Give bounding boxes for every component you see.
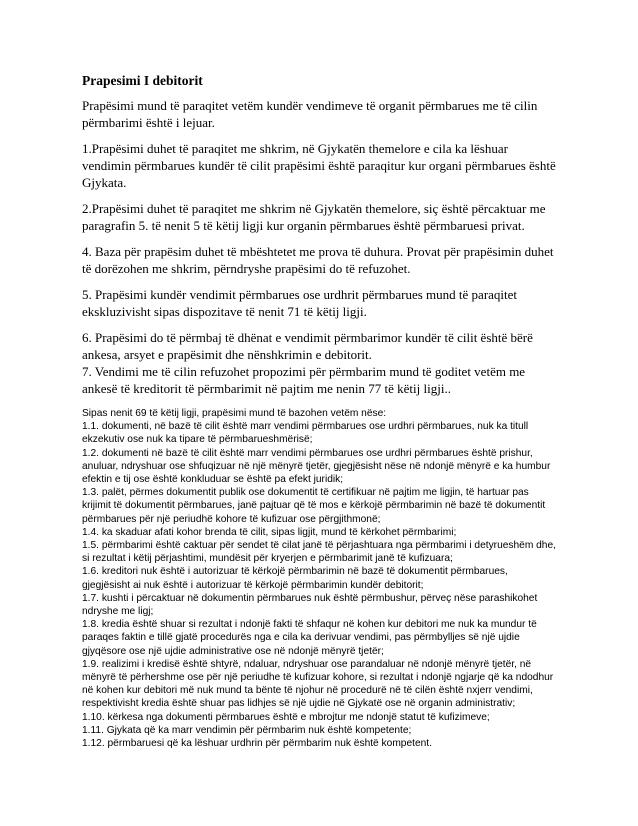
- article-69-list: [82, 407, 556, 750]
- paragraph-7: 7. Vendimi me të cilin refuzohet propozimi për përmbarim mund të goditet vetëm me ankesë të kreditorit të përmbarimit në pajtim me nenin 77 të këtij ligji..: [82, 364, 526, 396]
- paragraph-intro: Prapësimi mund të paraqitet vetëm kundër vendimeve të organit përmbarues me të cilin përmbarimi është i lejuar.: [82, 98, 538, 130]
- paragraph-5: 5. Prapësimi kundër vendimit përmbarues ose urdhrit përmbarues mund të paraqitet ekskluzivisht sipas dispozitave të nenit 71 të këtij ligji.: [82, 287, 518, 319]
- list-item-1-9: 1.9. realizimi i kredisë është shtyrë, ndaluar, ndryshuar ose parandaluar në ndonjë mënyrë tjetër, në mënyrë të përhershme ose për një periudhe të kufizuar kohore, si rezultat i ndonjë ngjarje që ka ndodhur në kohen kur debitori më nuk mund ta bënte të njohur në procedurë në të cilën është nxjerr vendimi, respektivisht kredia është shuar pas lidhjes së një ujdie në Gjykatë ose në organin administrativ;: [82, 658, 554, 710]
- list-item-1-7: 1.7. kushti i përcaktuar në dokumentin përmbarues nuk është përmbushur, përveç nëse parashikohet ndryshe me ligj;: [82, 592, 538, 618]
- document-body: [82, 72, 556, 750]
- list-item-1-1: 1.1. dokumenti, në bazë të cilit është marr vendimi përmbarues ose urdhri përmbarues, nuk ka titull ekzekutiv ose nuk ka tipare të përmbarueshmërisë;: [82, 421, 529, 446]
- paragraph-4: 4. Baza për prapësim duhet të mbështetet me prova të duhura. Provat për prapësimin duhet të dorëzohen me shkrim, përndryshe prapësimi do të refuzohet.: [82, 244, 554, 276]
- article-69-intro: Sipas nenit 69 të këtij ligji, prapësimi mund të bazohen vetëm nëse:: [82, 408, 387, 419]
- list-item-1-3: 1.3. palët, përmes dokumentit publik ose dokumentit të certifikuar në pajtim me ligjin, të hartuar pas krijimit të dokumentit përmbarues, janë pajtuar që të mos e kërkojë përmbarimin në bazë të dokumentit përmbarues për një periudhë kohore të kufizuar ose përgjithmonë;: [82, 487, 546, 525]
- list-item-1-2: 1.2. dokumenti në bazë të cilit është marr vendimi përmbarues ose urdhri përmbarues është prishur, anuluar, ndryshuar ose shfuqizuar në një mënyrë tjetër, gjegjësisht nëse në ndonjë mënyrë e ka humbur efektin e tij ose është konkluduar se është pa efekt juridik;: [82, 447, 551, 486]
- list-item-1-11: 1.11. Gjykata që ka marr vendimin për përmbarim nuk është kompetente;: [82, 724, 412, 736]
- list-item-1-4: 1.4. ka skaduar afati kohor brenda të cilit, sipas ligjit, mund të kërkohet përmbarimi;: [82, 526, 457, 538]
- list-item-1-5: 1.5. përmbarimi është caktuar për sendet të cilat janë të përjashtuara nga përmbarimi i detyrueshëm dhe, si rezultat i këtij përjashtimi, mundësit për kryerjen e përmbarimit janë të kufizuara;: [82, 540, 556, 565]
- list-item-1-12: 1.12. përmbaruesi që ka lëshuar urdhrin për përmbarim nuk është kompetent.: [82, 738, 432, 750]
- paragraph-1: 1.Prapësimi duhet të paraqitet me shkrim, në Gjykatën themelore e cila ka lëshuar vendimin përmbarues kundër të cilit prapësimi është paraqitur kur organi përmbarues është Gjykata.: [82, 141, 556, 190]
- paragraph-6: 6. Prapësimi do të përmbaj të dhënat e vendimit përmbarimor kundër të cilit është bërë ankesa, arsyet e prapësimit dhe nënshkrimin e debitorit.: [82, 330, 533, 362]
- paragraph-2: 2.Prapësimi duhet të paraqitet me shkrim në Gjykatën themelore, siç është përcaktuar me paragrafin 5. të nenit 5 të këtij ligji kur organin përmbarues është përmbaruesi privat.: [82, 201, 546, 233]
- list-item-1-6: 1.6. kreditori nuk është i autorizuar të kërkojë përmbarimin në bazë të dokumentit përmbarues, gjegjësisht ai nuk është i autorizuar të kërkojë përmbarimin kundër debitorit;: [82, 566, 508, 591]
- list-item-1-8: 1.8. kredia është shuar si rezultat i ndonjë fakti të shfaqur në kohen kur debitori me nuk ka mundur të paraqes faktin e tillë gjatë procedurës nga e cila ka derivuar vendimi, pas përmbylljes së një ujdie gjyqësore ose një ujdie administrative ose në ndonjë mënyrë tjetër;: [82, 619, 537, 657]
- document-title: Prapesimi I debitorit: [82, 73, 203, 88]
- list-item-1-10: 1.10. kërkesa nga dokumenti përmbarues është e mbrojtur me ndonjë statut të kufizimeve;: [82, 711, 490, 723]
